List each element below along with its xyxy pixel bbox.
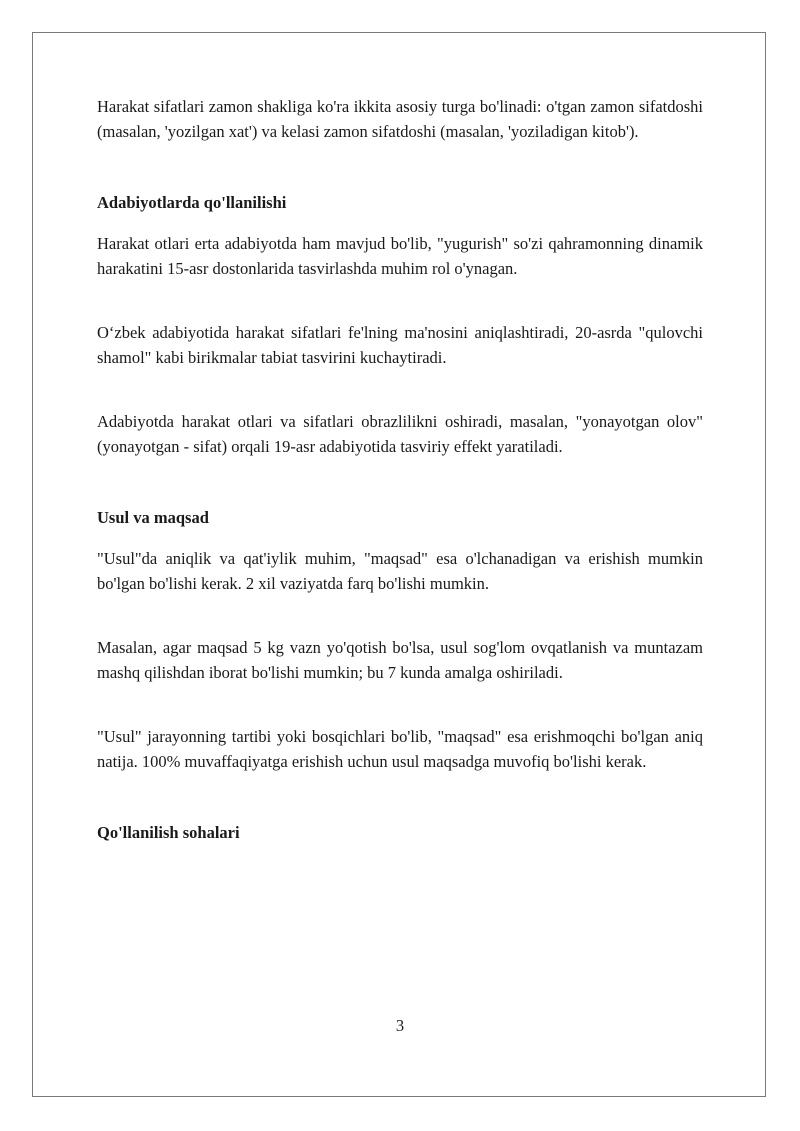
paragraph-method-precision: "Usul"da aniqlik va qat'iylik muhim, "maqsad" esa o'lchanadigan va erishish mumkin bo'lgan bo'lishi kerak. 2 xil vaziyatda farq bo'lishi mumkin. xyxy=(97,549,703,593)
heading-application-areas: Qo'llanilish sohalari xyxy=(97,823,240,842)
paragraph-example-weight-loss: Masalan, agar maqsad 5 kg vazn yo'qotish bo'lsa, usul sog'lom ovqatlanish va muntazam mashq qilishdan iborat bo'lishi mumkin; bu 7 kunda amalga oshiriladi. xyxy=(97,638,703,682)
paragraph-verb-adjective-tenses: Harakat sifatlari zamon shakliga ko'ra ikkita asosiy turga bo'linadi: o'tgan zamon sifatdoshi (masalan, 'yozilgan xat') va kelasi zamon sifatdoshi (masalan, 'yoziladigan kitob'). xyxy=(97,97,703,141)
paragraph-method-process: "Usul" jarayonning tartibi yoki bosqichlari bo'lib, "maqsad" esa erishmoqchi bo'lgan aniq natija. 100% muvaffaqiyatga erishish uchun usul maqsadga muvofiq bo'lishi kerak. xyxy=(97,727,703,771)
paragraph-uzbek-literature: O‘zbek adabiyotida harakat sifatlari fe'lning ma'nosini aniqlashtiradi, 20-asrda "qulovchi shamol" kabi birikmalar tabiat tasvirini kuchaytiradi. xyxy=(97,323,703,367)
paragraph-early-literature: Harakat otlari erta adabiyotda ham mavjud bo'lib, "yugurish" so'zi qahramonning dinamik harakatini 15-asr dostonlarida tasvirlashda muhim rol o'ynagan. xyxy=(97,234,703,278)
page-number: 3 xyxy=(395,1016,405,1035)
document-body xyxy=(97,94,703,845)
heading-method-and-goal: Usul va maqsad xyxy=(97,508,209,527)
paragraph-imagery: Adabiyotda harakat otlari va sifatlari obrazlilikni oshiradi, masalan, "yonayotgan olov" (yonayotgan - sifat) orqali 19-asr adabiyotida tasviriy effekt yaratiladi. xyxy=(97,412,703,456)
heading-usage-in-literature: Adabiyotlarda qo'llanilishi xyxy=(97,193,287,212)
